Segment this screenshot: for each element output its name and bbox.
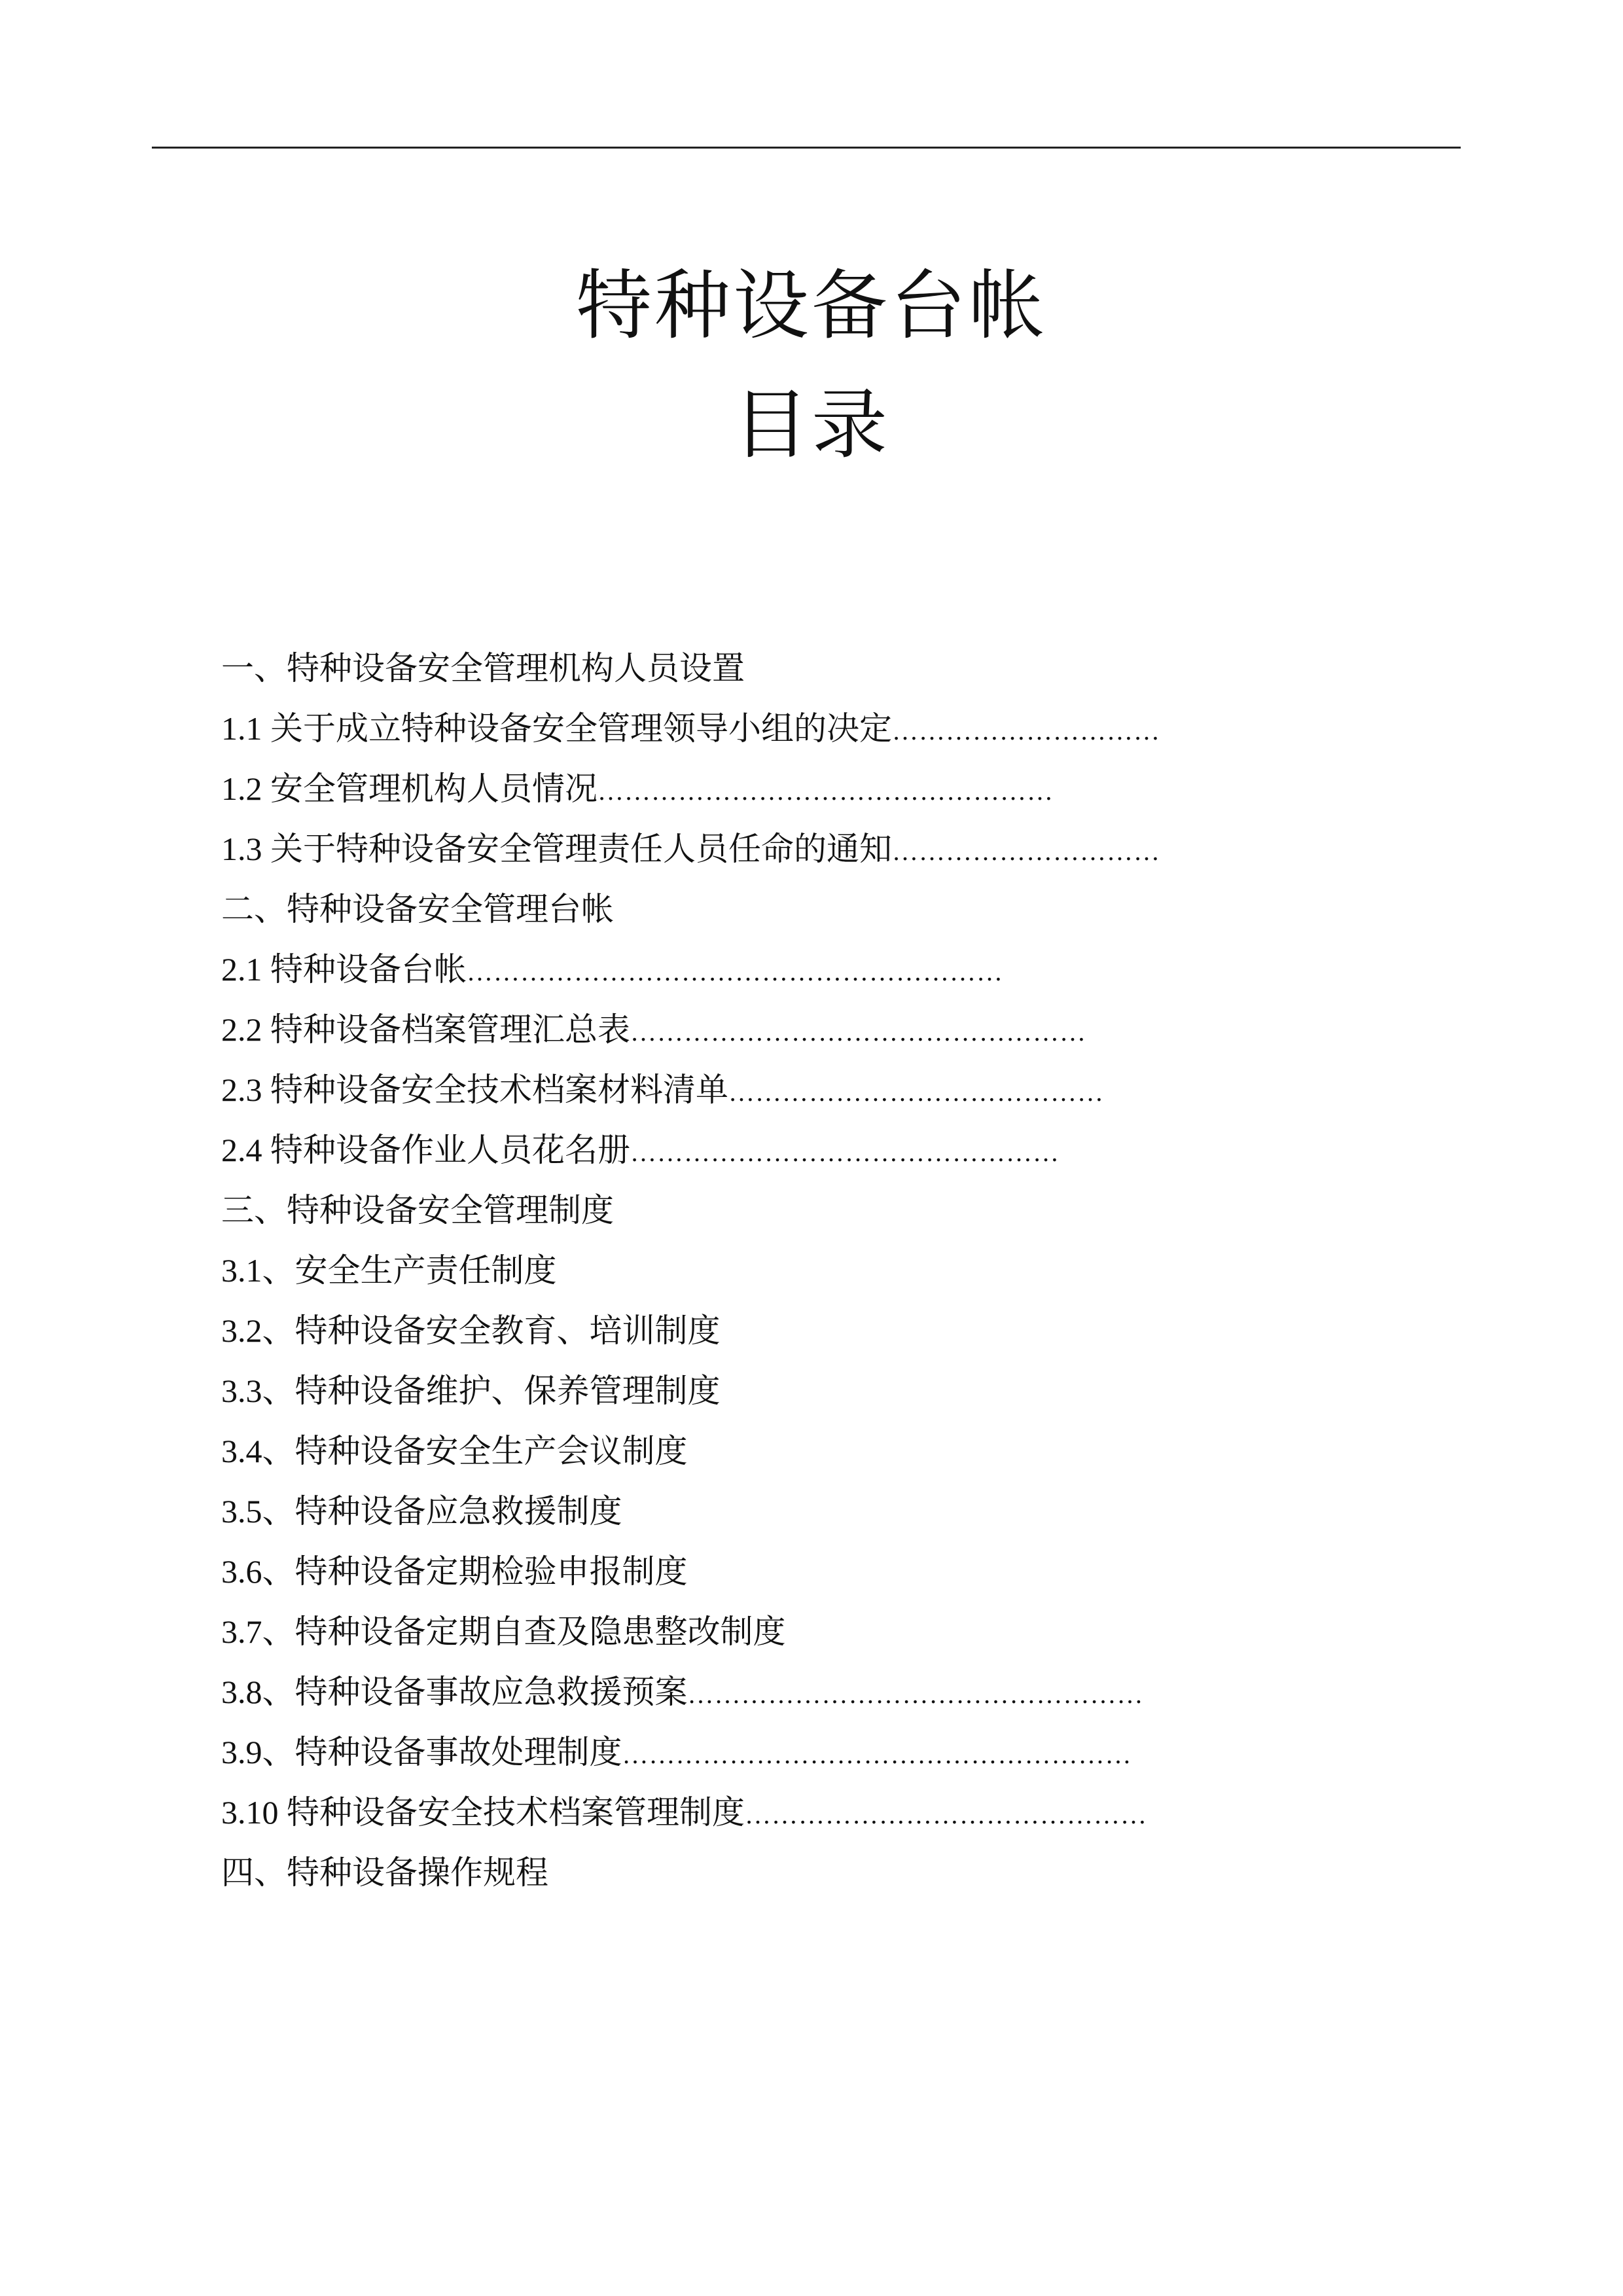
toc-number: 2.2 <box>221 1011 270 1048</box>
toc-number: 3.7、 <box>221 1613 295 1650</box>
toc-entry[interactable] <box>221 698 1465 759</box>
toc-text: 特种设备定期检验申报制度 <box>294 1552 688 1590</box>
toc-entry[interactable] <box>221 939 1465 999</box>
toc-section-heading[interactable] <box>221 1842 1465 1903</box>
toc-number: 2.1 <box>221 951 270 988</box>
toc-text: 三、特种设备安全管理制度 <box>221 1191 614 1229</box>
toc-leader: ………………………………………… <box>630 1138 1060 1167</box>
toc-entry[interactable] <box>221 759 1465 819</box>
toc-text: 特种设备安全教育、培训制度 <box>294 1312 721 1350</box>
toc-leader: ……………………………………… <box>745 1800 1147 1829</box>
toc-entry[interactable] <box>221 999 1465 1060</box>
header-rule <box>152 147 1461 149</box>
toc-text: 特种设备档案管理汇总表 <box>270 1011 630 1049</box>
toc-number: 3.3、 <box>221 1372 295 1409</box>
toc-text: 关于特种设备安全管理责任人员任命的通知 <box>270 830 892 868</box>
toc-number: 3.4、 <box>221 1433 295 1469</box>
toc-text: 特种设备定期自查及隐患整改制度 <box>294 1613 786 1651</box>
toc-entry[interactable] <box>221 1361 1465 1421</box>
toc-entry[interactable] <box>221 1722 1465 1782</box>
toc-leader: …………………………………………… <box>687 1679 1144 1709</box>
toc-number: 1.1 <box>221 710 270 747</box>
toc-section-heading[interactable] <box>221 1180 1465 1240</box>
toc-number: 3.10 <box>221 1794 287 1831</box>
toc-entry[interactable] <box>221 1481 1465 1541</box>
toc-leader: …………………………………………………… <box>467 957 1003 986</box>
toc-entry[interactable] <box>221 1060 1465 1120</box>
toc-number: 3.6、 <box>221 1553 295 1590</box>
toc-leader: ………………………………………………… <box>622 1740 1132 1769</box>
document-subtitle: 目录 <box>733 381 890 469</box>
toc-number: 2.3 <box>221 1071 270 1108</box>
toc-number: 3.2、 <box>221 1312 295 1349</box>
toc-leader: …………………………………… <box>728 1077 1104 1107</box>
toc-entry[interactable] <box>221 1662 1465 1722</box>
toc-entry[interactable] <box>221 1120 1465 1180</box>
toc-text: 四、特种设备操作规程 <box>221 1854 548 1892</box>
toc-number: 3.5、 <box>221 1493 295 1530</box>
toc-entry[interactable] <box>221 1541 1465 1602</box>
toc-section-heading[interactable] <box>221 879 1465 939</box>
toc-text: 特种设备维护、保养管理制度 <box>294 1372 721 1410</box>
toc-number: 1.2 <box>221 770 270 807</box>
toc-entry[interactable] <box>221 1300 1465 1361</box>
toc-text: 安全管理机构人员情况 <box>270 770 597 808</box>
toc-number: 2.4 <box>221 1132 270 1168</box>
toc-entry[interactable] <box>221 819 1465 879</box>
toc-entry[interactable] <box>221 1421 1465 1481</box>
toc-text: 特种设备事故应急救援预案 <box>294 1673 688 1711</box>
toc-text: 特种设备安全技术档案管理制度 <box>287 1793 745 1831</box>
toc-text: 一、特种设备安全管理机构人员设置 <box>221 649 745 687</box>
toc-entry[interactable] <box>221 1240 1465 1300</box>
toc-text: 二、特种设备安全管理台帐 <box>221 890 614 928</box>
toc-text: 特种设备台帐 <box>270 950 467 988</box>
toc-number: 1.3 <box>221 831 270 867</box>
toc-entry[interactable] <box>221 1782 1465 1842</box>
toc-number: 3.1、 <box>221 1252 295 1289</box>
toc-leader: ………………………… <box>892 836 1160 866</box>
toc-text: 特种设备应急救援制度 <box>294 1492 622 1530</box>
toc-leader: …………………………………………… <box>630 1017 1086 1047</box>
toc-text: 关于成立特种设备安全管理领导小组的决定 <box>270 709 892 747</box>
document-title: 特种设备台帐 <box>576 262 1047 350</box>
toc-leader: …………………………………………… <box>597 776 1054 806</box>
toc-text: 特种设备作业人员花名册 <box>270 1131 630 1169</box>
toc-number: 3.9、 <box>221 1734 295 1770</box>
toc-text: 安全生产责任制度 <box>294 1251 557 1289</box>
toc-leader: ………………………… <box>892 716 1160 745</box>
toc-number: 3.8、 <box>221 1674 295 1710</box>
toc-text: 特种设备安全生产会议制度 <box>294 1432 688 1470</box>
toc-section-heading[interactable] <box>221 638 1465 698</box>
table-of-contents <box>221 638 1465 1903</box>
toc-text: 特种设备事故处理制度 <box>294 1733 622 1771</box>
toc-entry[interactable] <box>221 1602 1465 1662</box>
toc-text: 特种设备安全技术档案材料清单 <box>270 1071 728 1109</box>
